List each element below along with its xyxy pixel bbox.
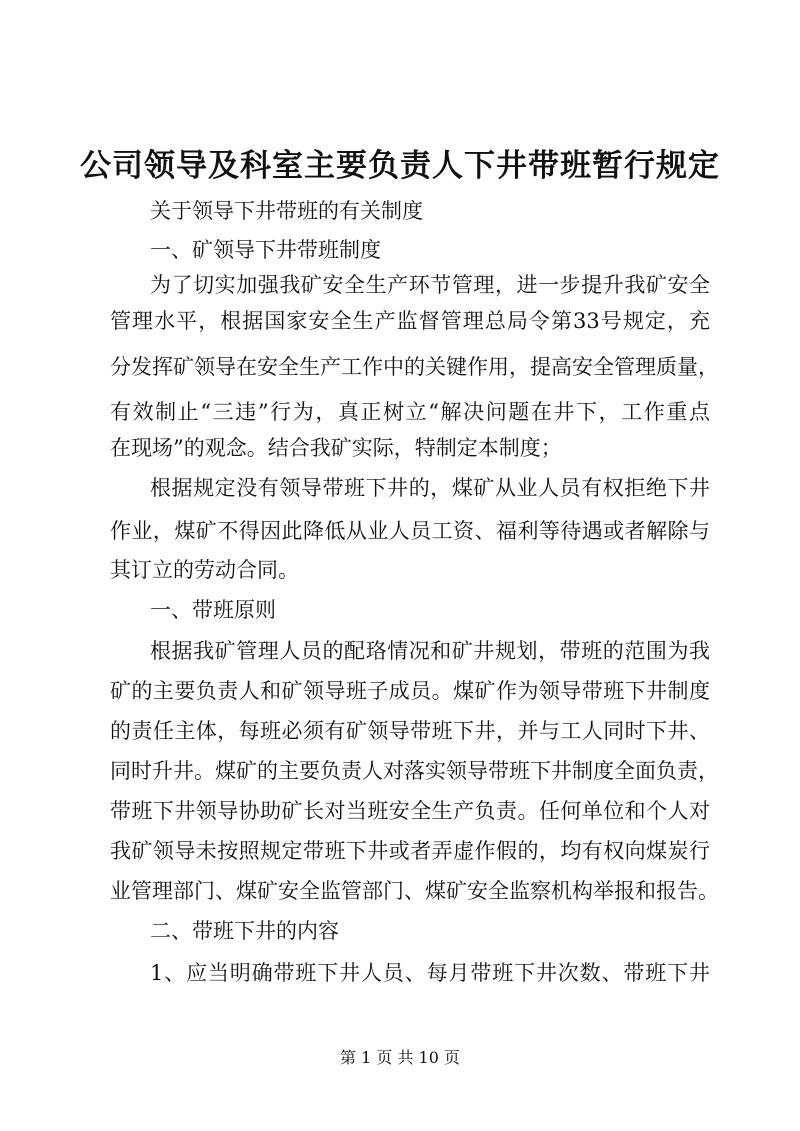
paragraph-line: 管理水平，根据国家安全生产监督管理总局令第33号规定，充: [110, 309, 710, 333]
section-heading: 一、矿领导下井带班制度: [150, 238, 381, 262]
paragraph-line: 根据规定没有领导带班下井的，煤矿从业人员有权拒绝下井: [150, 476, 710, 500]
paragraph-line: 1、应当明确带班下井人员、每月带班下井次数、带班下井: [150, 961, 710, 985]
paragraph-line: 其订立的劳动合同。: [110, 558, 299, 582]
paragraph-line: 分发挥矿领导在安全生产工作中的关键作用，提高安全管理质量，: [110, 355, 719, 379]
paragraph-line: 同时升井。煤矿的主要负责人对落实领导带班下井制度全面负责，: [110, 759, 719, 783]
paragraph-line: 矿的主要负责人和矿领导班子成员。煤矿作为领导带班下井制度: [110, 679, 710, 703]
paragraph-line: 业管理部门、煤矿安全监管部门、煤矿安全监察机构举报和报告。: [110, 879, 719, 903]
section-heading: 一、带班原则: [150, 598, 276, 622]
paragraph-line: 作业，煤矿不得因此降低从业人员工资、福利等待遇或者解除与: [110, 519, 710, 543]
paragraph-line: 根据我矿管理人员的配珞情况和矿井规划，带班的范围为我: [150, 639, 710, 663]
paragraph-line: 在现场”的观念。结合我矿实际，特制定本制度；: [110, 436, 562, 460]
paragraph-line: 的责任主体，每班必须有矿领导带班下井，并与工人同时下井、: [110, 719, 710, 743]
paragraph-line: 关于领导下井带班的有关制度: [150, 199, 423, 223]
page-footer: 第 1 页 共 10 页: [340, 1048, 460, 1067]
paragraph-line: 有效制止“三违”行为，真正树立“解决问题在井下，工作重点: [110, 400, 710, 424]
paragraph-line: 我矿领导未按照规定带班下井或者弄虚作假的，均有权向煤炭行: [110, 839, 710, 863]
section-heading: 二、带班下井的内容: [150, 919, 339, 943]
paragraph-line: 带班下井领导协助矿长对当班安全生产负责。任何单位和个人对: [110, 799, 710, 823]
paragraph-line: 为了切实加强我矿安全生产环节管理，进一步提升我矿安全: [150, 273, 710, 297]
document-title: 公司领导及科室主要负责人下井带班暂行规定: [80, 148, 720, 184]
